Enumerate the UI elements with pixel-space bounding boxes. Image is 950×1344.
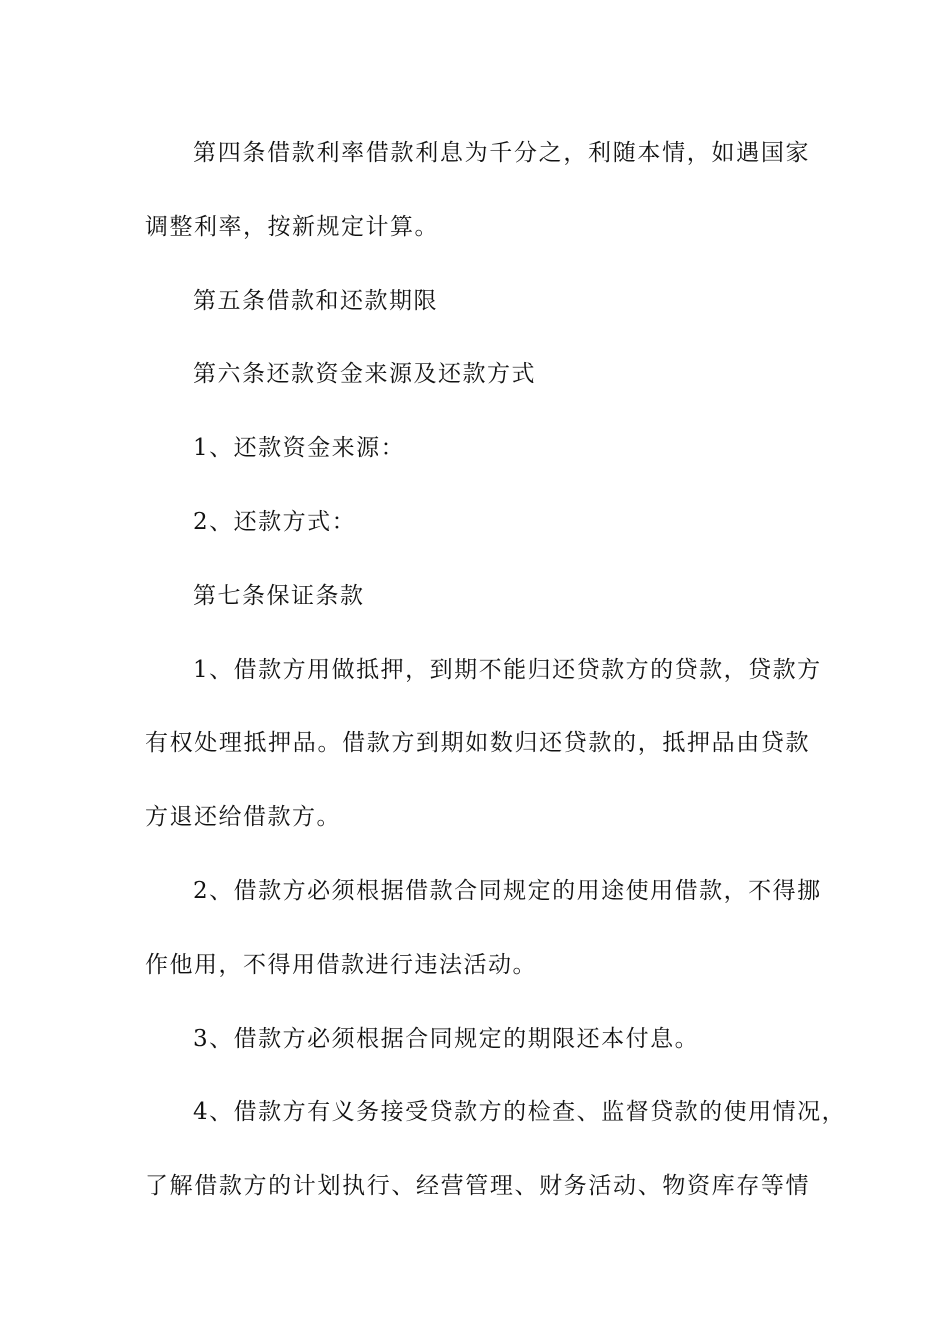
article-7-item-3: 3、借款方必须根据合同规定的期限还本付息。 [193,1025,700,1052]
article-7-item-2-line-2: 作他用，不得用借款进行违法活动。 [145,951,537,978]
article-6-heading: 第六条还款资金来源及还款方式 [193,361,536,388]
article-7-item-4-line-1: 4、借款方有义务接受贷款方的检查、监督贷款的使用情况， [193,1099,847,1126]
article-7-item-1-line-1: 1、借款方用做抵押，到期不能归还贷款方的贷款，贷款方 [193,656,822,683]
article-7-item-1-line-3: 方退还给借款方。 [145,804,341,831]
article-7-item-2-line-1: 2、借款方必须根据借款合同规定的用途使用借款，不得挪 [193,877,822,904]
article-7-item-4-line-2: 了解借款方的计划执行、经营管理、财务活动、物资库存等情 [145,1173,810,1200]
article-4-line-2: 调整利率，按新规定计算。 [145,213,439,240]
article-4-line-1: 第四条借款利率借款利息为千分之，利随本情，如遇国家 [193,140,810,166]
article-6-item-1: 1、还款资金来源： [193,435,406,462]
article-6-item-2: 2、还款方式： [193,508,357,535]
article-7-heading: 第七条保证条款 [193,582,365,609]
article-7-item-1-line-2: 有权处理抵押品。借款方到期如数归还贷款的，抵押品由贷款 [145,730,810,757]
article-5-heading: 第五条借款和还款期限 [193,287,438,314]
document-body [145,125,847,1232]
